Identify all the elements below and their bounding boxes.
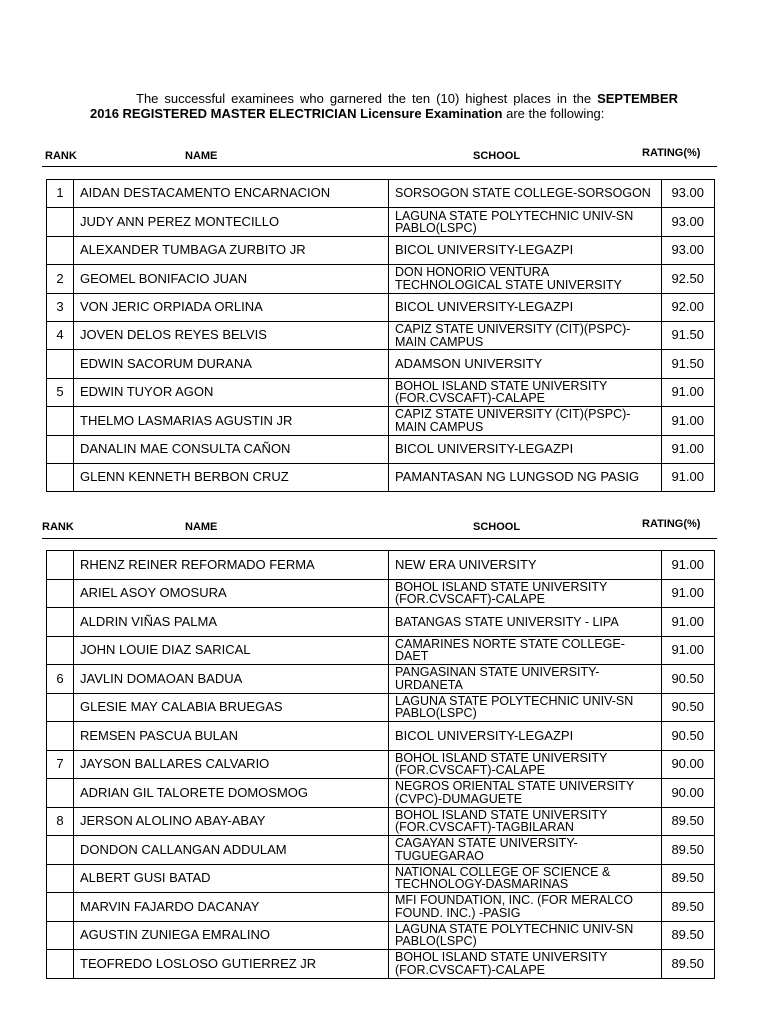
school-cell: LAGUNA STATE POLYTECHNIC UNIV-SN PABLO(LSPC): [389, 208, 662, 236]
name-cell: TEOFREDO LOSLOSO GUTIERREZ JR: [74, 950, 389, 979]
school-cell: BICOL UNIVERSITY-LEGAZPI: [389, 236, 662, 264]
table-row: [47, 236, 715, 264]
table-row: [47, 921, 715, 950]
name-cell: RHENZ REINER REFORMADO FERMA: [74, 551, 389, 580]
rank-header: RANK: [42, 521, 74, 533]
rating-cell: 89.50: [662, 950, 715, 979]
rank-cell: 1: [47, 180, 74, 208]
name-cell: REMSEN PASCUA BULAN: [74, 722, 389, 751]
table-row: [47, 463, 715, 491]
rating-cell: 91.00: [662, 636, 715, 665]
rank-cell: [47, 693, 74, 722]
rating-header: RATING(%): [642, 518, 701, 530]
table-row: [47, 950, 715, 979]
table-row: [47, 779, 715, 808]
school-cell: NEGROS ORIENTAL STATE UNIVERSITY (CVPC)-DUMAGUETE: [389, 779, 662, 808]
rank-header: RANK: [45, 150, 77, 162]
school-cell: BICOL UNIVERSITY-LEGAZPI: [389, 435, 662, 463]
school-cell: CAMARINES NORTE STATE COLLEGE-DAET: [389, 636, 662, 665]
name-cell: GLESIE MAY CALABIA BRUEGAS: [74, 693, 389, 722]
rating-cell: 91.00: [662, 378, 715, 406]
school-header: SCHOOL: [473, 521, 521, 533]
table-row: [47, 321, 715, 349]
name-cell: EDWIN SACORUM DURANA: [74, 350, 389, 378]
rating-cell: 91.00: [662, 608, 715, 637]
table-row: [47, 435, 715, 463]
name-cell: JAVLIN DOMAOAN BADUA: [74, 665, 389, 694]
name-header: NAME: [185, 521, 218, 533]
school-cell: MFI FOUNDATION, INC. (FOR MERALCO FOUND. INC.) -PASIG: [389, 893, 662, 922]
rank-cell: 6: [47, 665, 74, 694]
header-rule-2: [42, 538, 717, 539]
table-header-1: [0, 147, 768, 170]
rank-cell: [47, 836, 74, 865]
table-row: [47, 378, 715, 406]
rank-cell: [47, 921, 74, 950]
name-cell: JOVEN DELOS REYES BELVIS: [74, 321, 389, 349]
rank-cell: 7: [47, 750, 74, 779]
table-row: [47, 807, 715, 836]
rank-cell: [47, 236, 74, 264]
intro-paragraph: [90, 92, 678, 121]
name-cell: ARIEL ASOY OMOSURA: [74, 579, 389, 608]
name-cell: JUDY ANN PEREZ MONTECILLO: [74, 208, 389, 236]
school-cell: PANGASINAN STATE UNIVERSITY-URDANETA: [389, 665, 662, 694]
name-cell: GLENN KENNETH BERBON CRUZ: [74, 463, 389, 491]
rank-cell: [47, 893, 74, 922]
school-cell: BATANGAS STATE UNIVERSITY - LIPA: [389, 608, 662, 637]
rank-cell: [47, 463, 74, 491]
rank-cell: 3: [47, 293, 74, 321]
table-row: [47, 836, 715, 865]
table-row: [47, 693, 715, 722]
rank-cell: [47, 950, 74, 979]
rank-cell: [47, 636, 74, 665]
school-cell: CAPIZ STATE UNIVERSITY (CIT)(PSPC)-MAIN CAMPUS: [389, 407, 662, 435]
rank-cell: [47, 551, 74, 580]
school-cell: BOHOL ISLAND STATE UNIVERSITY (FOR.CVSCAFT)-TAGBILARAN: [389, 807, 662, 836]
rating-cell: 91.00: [662, 551, 715, 580]
school-cell: DON HONORIO VENTURA TECHNOLOGICAL STATE UNIVERSITY: [389, 265, 662, 293]
name-cell: ALDRIN VIÑAS PALMA: [74, 608, 389, 637]
rank-cell: [47, 208, 74, 236]
table-row: [47, 636, 715, 665]
school-cell: NATIONAL COLLEGE OF SCIENCE & TECHNOLOGY-DASMARINAS: [389, 864, 662, 893]
rank-cell: 2: [47, 265, 74, 293]
name-cell: MARVIN FAJARDO DACANAY: [74, 893, 389, 922]
table-row: [47, 750, 715, 779]
name-cell: DANALIN MAE CONSULTA CAÑON: [74, 435, 389, 463]
rank-cell: 5: [47, 378, 74, 406]
rank-cell: [47, 579, 74, 608]
name-cell: EDWIN TUYOR AGON: [74, 378, 389, 406]
rating-cell: 91.50: [662, 321, 715, 349]
intro-tail: are the following:: [506, 105, 605, 121]
school-cell: LAGUNA STATE POLYTECHNIC UNIV-SN PABLO(LSPC): [389, 921, 662, 950]
school-cell: ADAMSON UNIVERSITY: [389, 350, 662, 378]
name-cell: ALEXANDER TUMBAGA ZURBITO JR: [74, 236, 389, 264]
rating-cell: 90.50: [662, 665, 715, 694]
rating-cell: 89.50: [662, 921, 715, 950]
rating-header: RATING(%): [642, 147, 701, 159]
rating-cell: 93.00: [662, 208, 715, 236]
rating-cell: 89.50: [662, 893, 715, 922]
intro-lead: The successful examinees who garnered the ten (10) highest places in the: [136, 91, 592, 106]
table-row: [47, 608, 715, 637]
rating-cell: 91.00: [662, 579, 715, 608]
table-row: [47, 551, 715, 580]
rank-cell: 4: [47, 321, 74, 349]
table-row: [47, 208, 715, 236]
school-cell: BICOL UNIVERSITY-LEGAZPI: [389, 293, 662, 321]
school-cell: BICOL UNIVERSITY-LEGAZPI: [389, 722, 662, 751]
school-header: SCHOOL: [473, 150, 521, 162]
header-rule-1: [42, 166, 717, 167]
rank-cell: [47, 350, 74, 378]
rating-cell: 91.00: [662, 407, 715, 435]
rank-cell: 8: [47, 807, 74, 836]
table-row: [47, 350, 715, 378]
school-cell: NEW ERA UNIVERSITY: [389, 551, 662, 580]
table-row: [47, 180, 715, 208]
school-cell: BOHOL ISLAND STATE UNIVERSITY (FOR.CVSCAFT)-CALAPE: [389, 950, 662, 979]
name-cell: JAYSON BALLARES CALVARIO: [74, 750, 389, 779]
name-cell: JOHN LOUIE DIAZ SARICAL: [74, 636, 389, 665]
rank-cell: [47, 722, 74, 751]
table-row: [47, 893, 715, 922]
rating-cell: 91.50: [662, 350, 715, 378]
rating-cell: 90.00: [662, 750, 715, 779]
rank-cell: [47, 864, 74, 893]
table-row: [47, 579, 715, 608]
name-cell: ADRIAN GIL TALORETE DOMOSMOG: [74, 779, 389, 808]
school-cell: BOHOL ISLAND STATE UNIVERSITY (FOR.CVSCAFT)-CALAPE: [389, 750, 662, 779]
exam-title: SEPTEMBER 2016 REGISTERED MASTER ELECTRICIAN Licensure Examination: [90, 91, 678, 121]
rank-cell: [47, 608, 74, 637]
table-row: [47, 864, 715, 893]
table-row: [47, 722, 715, 751]
table-row: [47, 293, 715, 321]
table-row: [47, 265, 715, 293]
rank-cell: [47, 779, 74, 808]
rating-cell: 92.00: [662, 293, 715, 321]
rating-cell: 89.50: [662, 836, 715, 865]
rating-cell: 93.00: [662, 236, 715, 264]
name-cell: ALBERT GUSI BATAD: [74, 864, 389, 893]
rating-cell: 89.50: [662, 864, 715, 893]
results-table-1: [46, 179, 715, 492]
school-cell: BOHOL ISLAND STATE UNIVERSITY (FOR.CVSCAFT)-CALAPE: [389, 579, 662, 608]
table-row: [47, 665, 715, 694]
rating-cell: 90.50: [662, 722, 715, 751]
rating-cell: 90.00: [662, 779, 715, 808]
school-cell: CAPIZ STATE UNIVERSITY (CIT)(PSPC)-MAIN CAMPUS: [389, 321, 662, 349]
name-cell: DONDON CALLANGAN ADDULAM: [74, 836, 389, 865]
name-cell: VON JERIC ORPIADA ORLINA: [74, 293, 389, 321]
name-cell: THELMO LASMARIAS AGUSTIN JR: [74, 407, 389, 435]
name-cell: AGUSTIN ZUNIEGA EMRALINO: [74, 921, 389, 950]
name-cell: AIDAN DESTACAMENTO ENCARNACION: [74, 180, 389, 208]
name-header: NAME: [185, 150, 218, 162]
rank-cell: [47, 435, 74, 463]
rating-cell: 91.00: [662, 435, 715, 463]
rating-cell: 91.00: [662, 463, 715, 491]
rating-cell: 93.00: [662, 180, 715, 208]
rating-cell: 92.50: [662, 265, 715, 293]
rating-cell: 90.50: [662, 693, 715, 722]
school-cell: CAGAYAN STATE UNIVERSITY-TUGUEGARAO: [389, 836, 662, 865]
name-cell: JERSON ALOLINO ABAY-ABAY: [74, 807, 389, 836]
school-cell: BOHOL ISLAND STATE UNIVERSITY (FOR.CVSCAFT)-CALAPE: [389, 378, 662, 406]
table-row: [47, 407, 715, 435]
rating-cell: 89.50: [662, 807, 715, 836]
school-cell: PAMANTASAN NG LUNGSOD NG PASIG: [389, 463, 662, 491]
school-cell: SORSOGON STATE COLLEGE-SORSOGON: [389, 180, 662, 208]
rank-cell: [47, 407, 74, 435]
school-cell: LAGUNA STATE POLYTECHNIC UNIV-SN PABLO(LSPC): [389, 693, 662, 722]
name-cell: GEOMEL BONIFACIO JUAN: [74, 265, 389, 293]
results-table-2: [46, 550, 715, 979]
